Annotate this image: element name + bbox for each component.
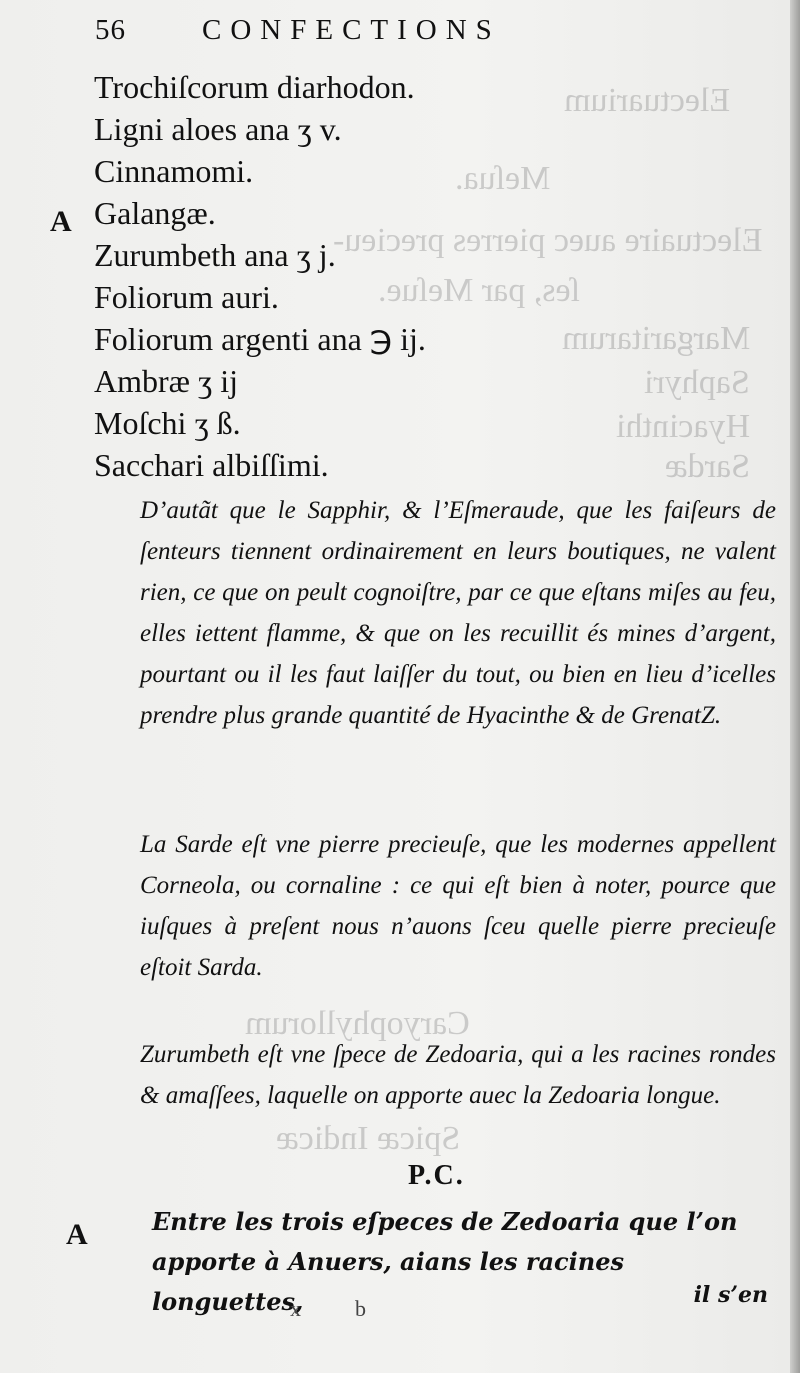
paragraph-text: D’autãt que le Sapphir, & l’Eſmeraude, que les faiſeurs de ſenteurs tiennent ordinairement en leurs boutiques, ne valent rien, ce que on peult cognoiſtre, par ce que eſtans miſes au feu, elles iettent flamme, & que on les recuillit és mines d’argent, pourtant ou il les faut laiſſer du tout, ou bien en lieu d’icelles prendre plus grande quantité de Hyacinthe & de GrenatZ. (140, 497, 776, 729)
show-through-5: Margaritarum (561, 320, 750, 357)
pc-heading: P.C. (408, 1160, 465, 1191)
signature-mark (290, 1296, 420, 1322)
show-through-4: ſes, par Meſue. (377, 272, 580, 309)
signature-left: x (290, 1296, 355, 1321)
recipe-line: Moſchi ʒ ß. (94, 405, 241, 441)
recipe-list (94, 66, 614, 486)
signature-right: b (355, 1296, 420, 1321)
paragraph-zedoaria (100, 1202, 780, 1322)
paragraph-zurumbeth (96, 1034, 776, 1116)
show-through-7: Hyacinthi (615, 408, 750, 445)
running-title: CONFECTIONS (202, 14, 501, 46)
show-through-6: Saphyri (644, 364, 750, 401)
running-header (95, 14, 655, 47)
paragraph-text: Entre les trois eſpeces de Zedoaria que l’on apporte à Anuers, aians les racines longuettes, (152, 1207, 738, 1316)
margin-marker-a: A (50, 205, 72, 238)
catchword: il s’en (693, 1282, 768, 1308)
recipe-line: Foliorum argenti ana ℈ ij. (94, 321, 426, 357)
recipe-line: Trochiſcorum diarhodon. (94, 69, 415, 105)
recipe-line: Galangæ. (94, 195, 216, 231)
show-through-10: Spicæ Indicæ (275, 1120, 460, 1157)
show-through-9: Caryophyllorum (245, 1005, 470, 1042)
recipe-line: Foliorum auri. (94, 279, 279, 315)
margin-marker-a-2: A (66, 1218, 88, 1251)
recipe-line: Ligni aloes ana ʒ v. (94, 111, 342, 147)
recipe-line: Cinnamomi. (94, 153, 254, 189)
page-number: 56 (95, 14, 126, 46)
show-through-2: Meſua. (454, 160, 550, 197)
recipe-line: Ambræ ʒ ij (94, 363, 238, 399)
show-through-8: Sardæ (665, 448, 750, 485)
recipe-line: Sacchari albiſſimi. (94, 447, 329, 483)
show-through-1: Electuarium (563, 82, 730, 119)
paragraph-sapphire (96, 490, 776, 736)
paragraph-text: La Sarde eſt vne pierre precieuſe, que les modernes appellent Corneola, ou cornaline : ce qui eſt bien à noter, pource que iuſques à preſent nous n’auons ſceu quelle pierre precieuſe eſtoit Sarda. (140, 831, 776, 981)
show-through-3: Electuaire auec pierres precieu- (332, 222, 762, 259)
recipe-line: Zurumbeth ana ʒ j. (94, 237, 336, 273)
page-edge (790, 0, 800, 1373)
paragraph-sarde (96, 824, 776, 988)
paragraph-text: Zurumbeth eſt vne ſpece de Zedoaria, qui a les racines rondes & amaſſees, laquelle on apporte auec la Zedoaria longue. (140, 1041, 776, 1109)
